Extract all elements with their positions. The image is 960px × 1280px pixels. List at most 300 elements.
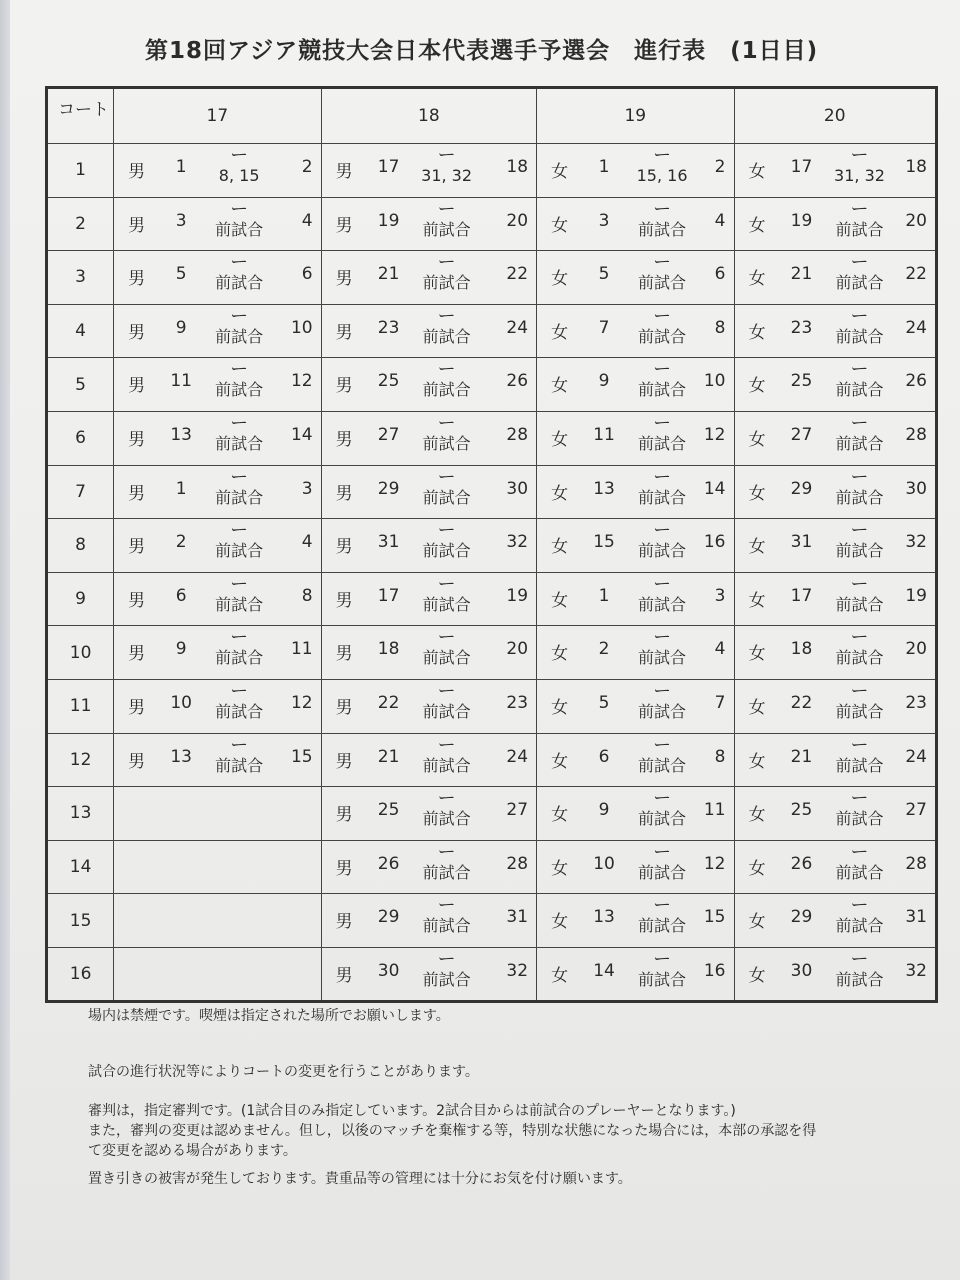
referee-text: 前試合 [422,755,471,775]
group-header-20: 20 [734,88,937,144]
player-b-number: 12 [703,853,726,874]
player-b-number: 24 [506,317,529,338]
group-header-17: 17 [114,88,321,144]
match-cell [321,840,536,894]
court-number: 15 [47,894,114,948]
referee-info [821,789,899,829]
referee-info [821,360,899,400]
gender-label: 女 [748,697,766,718]
dash-mark: ー [653,680,672,702]
player-a-number: 18 [790,639,813,660]
dash-mark: ー [230,412,249,434]
court-row [47,465,937,519]
player-a-number: 2 [598,639,610,660]
gender-label: 女 [551,805,569,826]
referee-text: 前試合 [638,273,687,293]
player-b-number: 26 [506,371,529,392]
player-b-number: 18 [905,157,927,177]
dash-mark: ー [437,680,456,702]
group-header-19: 19 [537,88,734,144]
dash-mark: ー [653,359,672,381]
dash-mark: ー [437,627,456,649]
court-number: 7 [47,465,114,519]
player-a-number: 23 [377,317,400,338]
match-cell [321,251,536,305]
court-number: 11 [47,679,114,733]
player-b-number: 12 [290,371,313,392]
referee-info [408,360,486,400]
match-cell [734,947,937,1001]
gender-label: 女 [551,965,569,986]
gender-label: 女 [748,805,766,826]
player-a-number: 1 [175,478,187,499]
match-cell [321,197,536,251]
gender-label: 女 [748,644,766,665]
referee-info [408,468,486,508]
match-cell [537,894,734,948]
court-row [47,519,937,573]
dash-mark: ー [230,520,249,542]
match-cell [114,358,321,412]
dash-mark: ー [437,145,456,166]
gender-label: 男 [128,697,146,718]
player-a-number: 21 [377,264,400,285]
player-b-number: 28 [905,853,927,874]
referee-text: 前試合 [422,701,471,721]
court-row [47,572,937,626]
gender-label: 男 [335,912,353,933]
referee-text: 前試合 [215,541,264,561]
match-cell [734,894,937,948]
gender-label: 女 [748,162,766,182]
player-a-number: 5 [175,264,187,285]
referee-info [408,682,486,722]
referee-text: 前試合 [422,541,471,561]
referee-info [821,468,899,508]
referee-text: 前試合 [422,219,471,239]
player-a-number: 9 [175,639,187,660]
match-cell [734,411,937,465]
gender-label: 男 [128,751,146,772]
court-row [47,411,937,465]
player-a-number: 3 [175,210,187,231]
dash-mark: ー [850,359,869,381]
referee-info [821,736,899,776]
player-b-number: 12 [703,424,726,445]
player-a-number: 30 [377,960,400,981]
player-b-number: 8 [301,585,313,606]
dash-mark: ー [437,198,456,220]
referee-info [408,521,486,561]
court-number: 5 [47,358,114,412]
referee-info [200,307,278,347]
referee-info [408,575,486,615]
player-a-number: 13 [170,424,192,445]
referee-info [200,575,278,615]
note-court-change: 試合の進行状況等によりコートの変更を行うことがあります。 [88,1064,479,1080]
match-cell [734,358,937,412]
referee-text: 前試合 [638,487,687,507]
player-a-number: 13 [593,907,615,928]
court-row [47,197,937,251]
match-cell [537,733,734,787]
referee-text: 前試合 [835,809,884,829]
referee-text: 前試合 [215,648,264,668]
gender-label: 女 [551,162,569,182]
gender-label: 男 [128,483,146,504]
player-a-number: 17 [790,157,813,177]
gender-label: 女 [551,322,569,343]
player-a-number: 18 [377,639,400,660]
gender-label: 男 [128,644,146,665]
dash-mark: ー [850,895,869,917]
referee-text: 前試合 [215,594,264,614]
player-b-number: 6 [714,264,726,285]
court-row [47,947,937,1001]
referee-info [408,146,486,186]
referee-info [408,628,486,668]
player-a-number: 25 [377,371,400,392]
player-b-number: 2 [714,157,726,177]
gender-label: 男 [128,376,146,397]
dash-mark: ー [230,198,249,220]
referee-info [623,950,701,990]
referee-text: 前試合 [215,380,264,400]
player-a-number: 19 [377,210,400,231]
referee-info [821,682,899,722]
match-cell [321,733,536,787]
player-a-number: 14 [593,960,615,981]
match-cell [321,947,536,1001]
player-b-number: 32 [506,532,529,553]
gender-label: 男 [128,429,146,450]
player-a-number: 6 [598,746,610,767]
player-a-number: 9 [598,371,610,392]
referee-text: 前試合 [638,541,687,561]
group-header-18: 18 [321,88,536,144]
referee-info [623,736,701,776]
referee-info [200,736,278,776]
dash-mark: ー [850,252,869,274]
gender-label: 女 [748,537,766,558]
player-b-number: 20 [506,210,529,231]
referee-text: 前試合 [215,755,264,775]
player-a-number: 27 [377,424,400,445]
court-row [47,358,937,412]
gender-label: 男 [335,483,353,504]
dash-mark: ー [437,734,456,756]
referee-info [623,307,701,347]
player-b-number: 32 [905,532,927,553]
gender-label: 女 [748,322,766,343]
dash-mark: ー [230,627,249,649]
player-b-number: 2 [301,157,313,177]
court-row [47,787,937,841]
match-cell [537,787,734,841]
match-cell [734,679,937,733]
dash-mark: ー [230,305,249,327]
player-b-number: 8 [714,746,726,767]
dash-mark: ー [230,359,249,381]
player-b-number: 27 [905,800,927,821]
note-referee-line-1: 審判は，指定審判です。(1試合目のみ指定しています。2試合目からは前試合のプレーヤーとなります。) [88,1103,736,1119]
match-cell [734,787,937,841]
gender-label: 女 [551,376,569,397]
player-b-number: 31 [506,907,529,928]
referee-info [623,360,701,400]
player-a-number: 23 [790,317,813,338]
referee-info [408,414,486,454]
gender-label: 女 [748,429,766,450]
dash-mark: ー [850,680,869,702]
referee-info [623,843,701,883]
player-a-number: 29 [790,478,813,499]
dash-mark: ー [653,948,672,970]
referee-text: 31, 32 [834,166,885,185]
match-cell [537,572,734,626]
player-b-number: 15 [703,907,726,928]
gender-label: 女 [551,697,569,718]
referee-info [408,200,486,240]
player-b-number: 20 [905,210,927,231]
referee-info [821,307,899,347]
referee-text: 前試合 [422,862,471,882]
referee-info [623,575,701,615]
referee-text: 前試合 [215,701,264,721]
match-cell [114,304,321,358]
player-b-number: 22 [905,264,927,285]
dash-mark: ー [653,198,672,220]
player-b-number: 3 [714,585,726,606]
player-b-number: 32 [506,960,529,981]
empty-cell [114,947,321,1001]
player-b-number: 19 [506,585,529,606]
player-a-number: 22 [790,692,813,713]
dash-mark: ー [653,412,672,434]
referee-text: 前試合 [422,594,471,614]
referee-text: 前試合 [638,648,687,668]
dash-mark: ー [653,305,672,327]
gender-label: 女 [748,858,766,879]
referee-text: 前試合 [835,648,884,668]
referee-info [200,200,278,240]
referee-info [408,789,486,829]
referee-info [821,414,899,454]
dash-mark: ー [230,466,249,488]
court-number: 4 [47,304,114,358]
dash-mark: ー [437,252,456,274]
player-a-number: 5 [598,692,610,713]
player-b-number: 6 [301,264,313,285]
match-cell [537,144,734,198]
gender-label: 女 [551,644,569,665]
referee-text: 前試合 [638,380,687,400]
gender-label: 女 [551,537,569,558]
player-a-number: 19 [790,210,813,231]
gender-label: 女 [551,483,569,504]
referee-text: 前試合 [638,701,687,721]
referee-info [623,200,701,240]
dash-mark: ー [850,466,869,488]
player-b-number: 4 [714,639,726,660]
dash-mark: ー [850,948,869,970]
player-a-number: 1 [175,157,187,177]
gender-label: 男 [335,805,353,826]
dash-mark: ー [230,680,249,702]
player-a-number: 22 [377,692,400,713]
player-b-number: 28 [506,853,529,874]
dash-mark: ー [653,895,672,917]
referee-info [821,950,899,990]
referee-info [623,789,701,829]
player-b-number: 28 [905,424,927,445]
dash-mark: ー [653,252,672,274]
referee-info [200,628,278,668]
gender-label: 男 [128,269,146,290]
court-number: 13 [47,787,114,841]
referee-text: 15, 16 [636,166,688,185]
gender-label: 男 [335,858,353,879]
player-b-number: 15 [290,746,313,767]
referee-text: 前試合 [835,541,884,561]
referee-text: 前試合 [422,969,471,989]
gender-label: 男 [335,429,353,450]
court-number: 3 [47,251,114,305]
referee-info [821,521,899,561]
player-a-number: 21 [377,746,400,767]
referee-text: 前試合 [215,487,264,507]
referee-info [408,896,486,936]
referee-info [623,414,701,454]
dash-mark: ー [437,520,456,542]
referee-info [821,253,899,293]
gender-label: 男 [335,215,353,236]
referee-info [623,468,701,508]
referee-text: 前試合 [638,755,687,775]
header-row [47,88,937,144]
referee-text: 前試合 [638,809,687,829]
player-b-number: 4 [301,532,313,553]
gender-label: 女 [551,269,569,290]
player-a-number: 13 [170,746,192,767]
referee-text: 前試合 [638,916,687,936]
dash-mark: ー [653,573,672,595]
gender-label: 男 [335,590,353,611]
player-b-number: 19 [905,585,927,606]
player-a-number: 29 [377,478,400,499]
player-a-number: 11 [593,424,615,445]
court-row [47,894,937,948]
empty-cell [114,840,321,894]
gender-label: 男 [335,697,353,718]
match-cell [321,894,536,948]
dash-mark: ー [850,573,869,595]
page-title: 第18回アジア競技大会日本代表選手予選会 進行表 (1日目) [145,38,819,64]
referee-info [623,896,701,936]
match-cell [537,840,734,894]
match-cell [537,519,734,573]
match-cell [321,787,536,841]
match-cell [537,947,734,1001]
player-b-number: 11 [703,800,726,821]
match-cell [114,465,321,519]
dash-mark: ー [653,627,672,649]
player-a-number: 21 [790,746,813,767]
referee-text: 前試合 [835,273,884,293]
gender-label: 女 [551,215,569,236]
dash-mark: ー [653,520,672,542]
match-cell [321,626,536,680]
referee-info [821,628,899,668]
referee-info [200,253,278,293]
referee-text: 前試合 [835,433,884,453]
player-a-number: 29 [790,907,813,928]
court-number: 14 [47,840,114,894]
court-row [47,840,937,894]
referee-text: 31, 32 [421,166,473,185]
gender-label: 男 [335,965,353,986]
court-row [47,733,937,787]
player-b-number: 27 [506,800,529,821]
dash-mark: ー [437,466,456,488]
referee-text: 前試合 [215,326,264,346]
referee-info [623,253,701,293]
match-cell [321,144,536,198]
referee-info [200,682,278,722]
referee-text: 前試合 [422,916,471,936]
referee-text: 8, 15 [218,166,260,185]
match-cell [537,679,734,733]
referee-text: 前試合 [422,326,471,346]
court-number: 6 [47,411,114,465]
court-row [47,626,937,680]
note-smoking: 場内は禁煙です。喫煙は指定された場所でお願いします。 [88,1008,450,1024]
dash-mark: ー [850,198,869,220]
referee-text: 前試合 [835,862,884,882]
schedule-table-body [47,88,937,1002]
player-a-number: 3 [598,210,610,231]
dash-mark: ー [230,734,249,756]
match-cell [321,465,536,519]
match-cell [114,144,321,198]
player-a-number: 21 [790,264,813,285]
player-a-number: 5 [598,264,610,285]
court-row [47,144,937,198]
court-row [47,251,937,305]
player-b-number: 12 [290,692,313,713]
referee-text: 前試合 [215,433,264,453]
referee-info [200,414,278,454]
match-cell [537,251,734,305]
note-theft: 置き引きの被害が発生しております。貴重品等の管理には十分にお気を付け願います。 [88,1171,632,1187]
match-cell [537,411,734,465]
player-a-number: 30 [790,960,813,981]
empty-cell [114,787,321,841]
referee-info [821,896,899,936]
referee-text: 前試合 [835,326,884,346]
referee-info [408,736,486,776]
player-a-number: 25 [377,800,400,821]
dash-mark: ー [850,412,869,434]
match-cell [734,251,937,305]
player-a-number: 17 [377,157,400,177]
gender-label: 男 [128,215,146,236]
dash-mark: ー [653,466,672,488]
player-a-number: 25 [790,371,813,392]
match-cell [734,144,937,198]
match-cell [734,304,937,358]
court-column-header: コート [47,88,114,144]
